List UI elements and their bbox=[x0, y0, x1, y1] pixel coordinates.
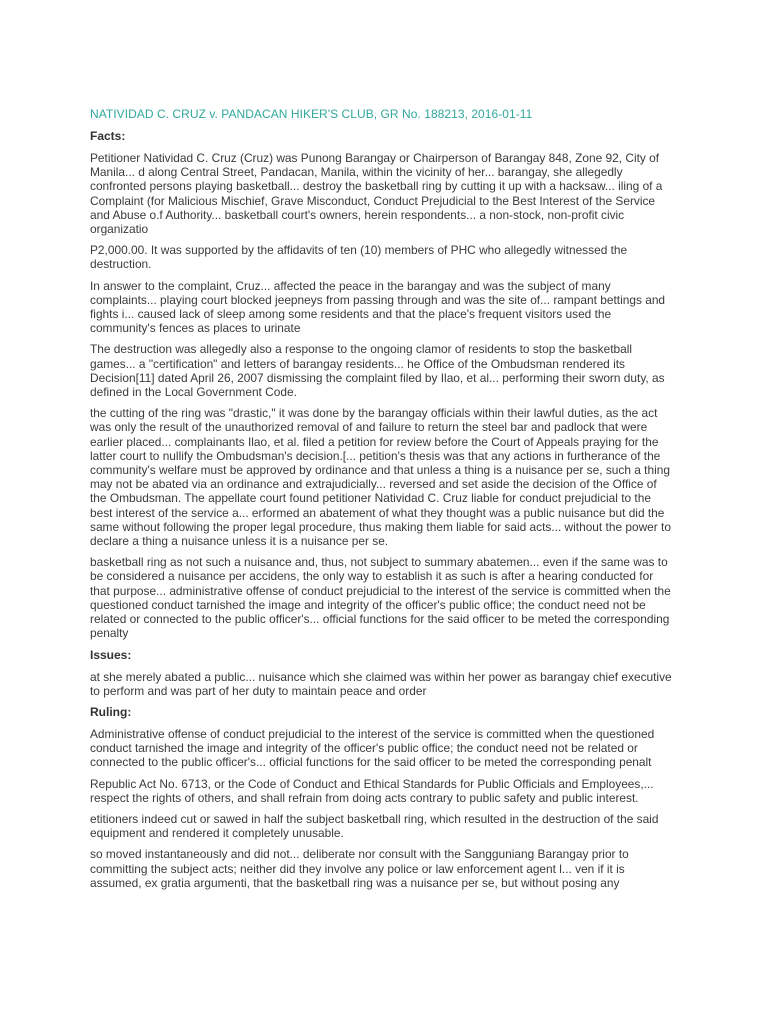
facts-paragraph: In answer to the complaint, Cruz... affected the peace in the barangay and was the subject of many complaints... playing court blocked jeepneys from passing through and was the site of... rampant bettings and fights i... caused lack of sleep among some residents and that the place's frequent visitors used the community's fences as places to urinate bbox=[90, 278, 666, 336]
issues-paragraph: at she merely abated a public... nuisance which she claimed was within her power as barangay chief executive to perform and was part of her duty to maintain peace and order bbox=[90, 669, 672, 698]
facts-paragraph: P2,000.00. It was supported by the affidavits of ten (10) members of PHC who allegedly witnessed the destruction. bbox=[90, 243, 628, 272]
facts-heading: Facts: bbox=[90, 129, 126, 143]
document-page bbox=[90, 107, 678, 897]
facts-paragraph: Petitioner Natividad C. Cruz (Cruz) was Punong Barangay or Chairperson of Barangay 848, Zone 92, City of Manila... d along Central Street, Pandacan, Manila, within the vicinity of her... barangay, she allegedly confronted persons playing basketball... destroy the basketball ring by cutting it up with a hacksaw... iling of a Complaint (for Malicious Mischief, Grave Misconduct, Conduct Prejudicial to the Best Interest of the Service and Abuse o.f Authority... basketball court's owners, herein respondents... a non-stock, non-profit civic organizatio bbox=[90, 151, 663, 237]
ruling-paragraph: Republic Act No. 6713, or the Code of Conduct and Ethical Standards for Public Officials and Employees,... respect the rights of others, and shall refrain from doing acts contrary to public safety and public interest. bbox=[90, 776, 654, 805]
facts-paragraph: basketball ring as not such a nuisance and, thus, not subject to summary abatemen... even if the same was to be considered a nuisance per accidens, the only way to establish it as such is after a hearing conducted for that purpose... administrative offense of conduct prejudicial to the interest of the service is committed when the questioned conduct tarnished the image and integrity of the officer's public office; the conduct need not be related or connected to the public officer's... official functions for the said officer to be meted the corresponding penalty bbox=[90, 555, 671, 641]
ruling-paragraph: so moved instantaneously and did not... deliberate nor consult with the Sangguniang Barangay prior to committing the subject acts; neither did they involve any police or law enforcement agent l... ven if it is assumed, ex gratia argumenti, that the basketball ring was a nuisance per se, but without posing any bbox=[90, 847, 629, 890]
facts-paragraph: The destruction was allegedly also a response to the ongoing clamor of residents to stop the basketball games... a "certification" and letters of barangay residents... he Office of the Ombudsman rendered its Decision[11] dated April 26, 2007 dismissing the complaint filed by Ilao, et al... performing their sworn duty, as defined in the Local Government Code. bbox=[90, 342, 665, 400]
ruling-heading: Ruling: bbox=[90, 704, 132, 719]
case-title: NATIVIDAD C. CRUZ v. PANDACAN HIKER'S CLUB, GR No. 188213, 2016-01-11 bbox=[90, 107, 533, 121]
ruling-paragraph: Administrative offense of conduct prejudicial to the interest of the service is committed when the questioned conduct tarnished the image and integrity of the officer's public office; the conduct need not be related or connected to the public officer's... official functions for the said officer to be meted the corresponding penalt bbox=[90, 726, 655, 770]
ruling-paragraph: etitioners indeed cut or sawed in half the subject basketball ring, which resulted in the destruction of the said equipment and rendered it completely unusable. bbox=[90, 811, 659, 841]
issues-heading: Issues: bbox=[90, 647, 132, 662]
facts-paragraph: the cutting of the ring was "drastic," it was done by the barangay officials within their lawful duties, as the act was only the result of the unauthorized removal of and failure to return the steel bar and padlock that were earlier placed... complainants Ilao, et al. filed a petition for review before the Court of Appeals praying for the latter court to nullify the Ombudsman's decision.[... petition's thesis was that any actions in furtherance of the community's welfare must be approved by ordinance and that unless a thing is a nuisance per se, such a thing may not be abated via an ordinance and extrajudicially... reversed and set aside the decision of the Office of the Ombudsman. The appellate court found petitioner Natividad C. Cruz liable for conduct prejudicial to the best interest of the service a... erformed an abatement of what they thought was a public nuisance but did the same without following the proper legal procedure, thus making them liable for said acts... without the power to declare a thing a nuisance unless it is a nuisance per se. bbox=[90, 406, 671, 549]
